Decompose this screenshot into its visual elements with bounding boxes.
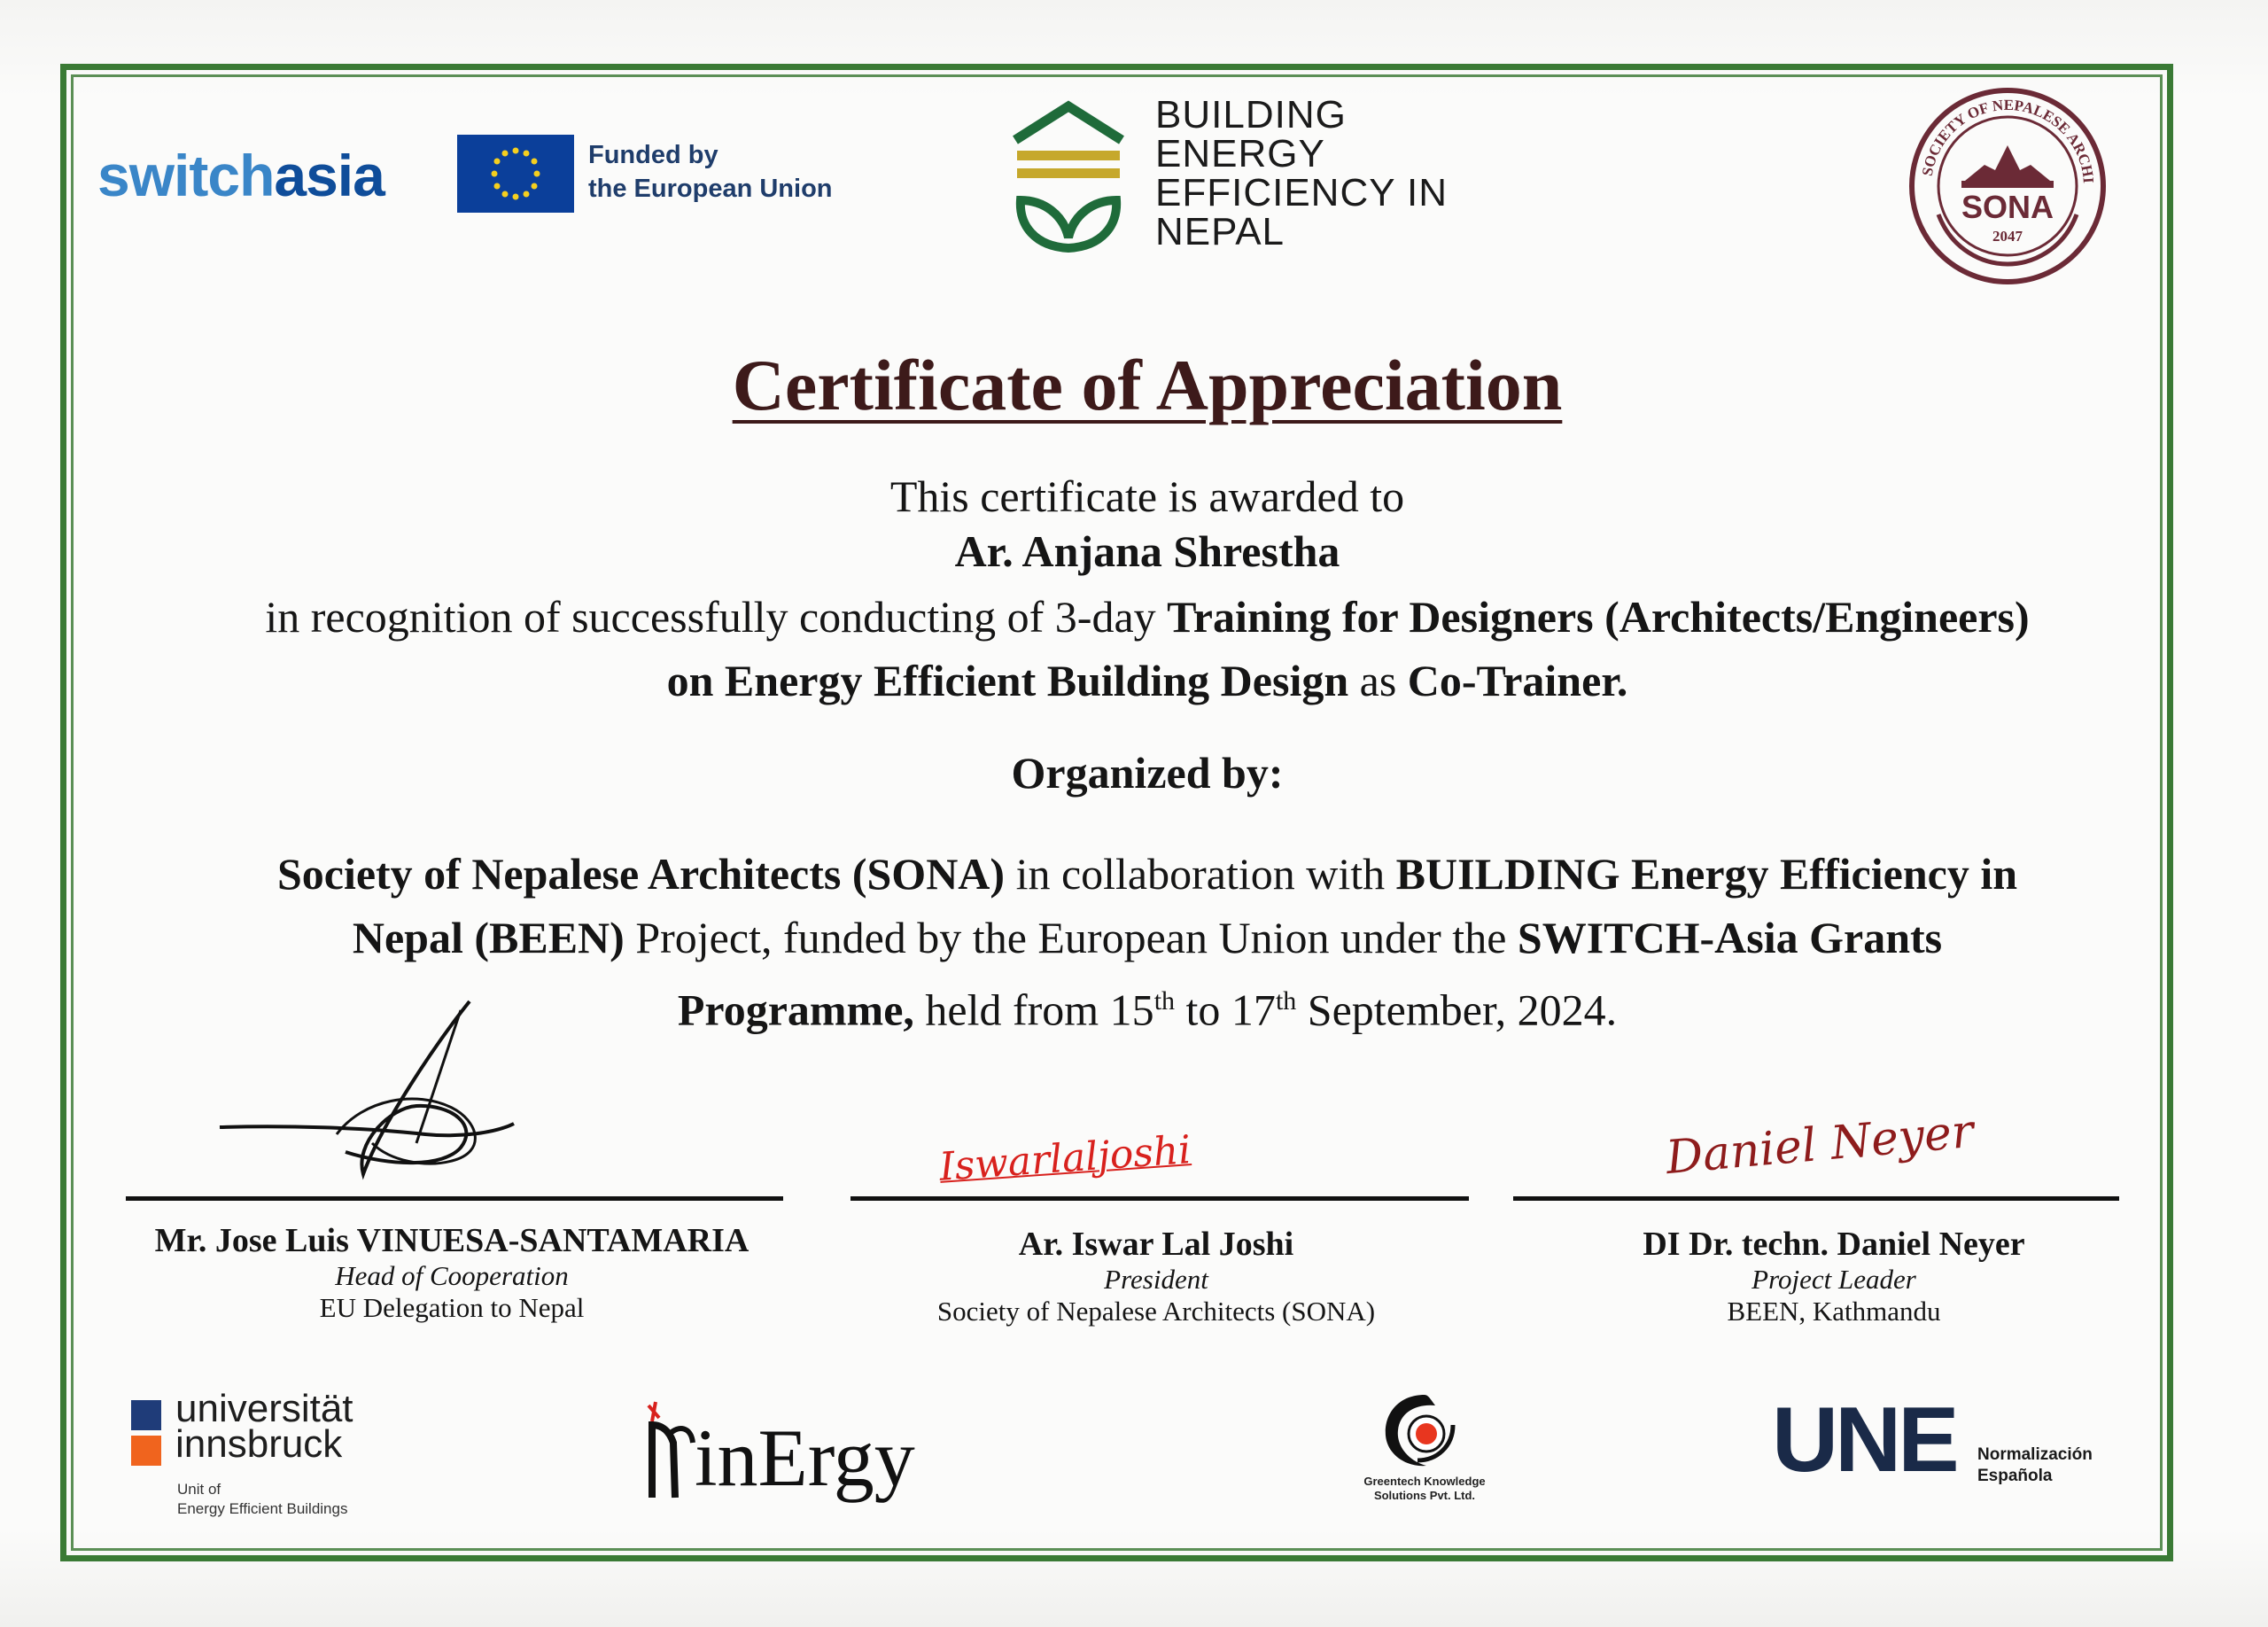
- signature-neyer: Daniel Neyer: [1664, 1104, 1976, 1186]
- been-line-2: ENERGY: [1155, 132, 1325, 175]
- certificate-title: Certificate of Appreciation: [732, 345, 1563, 425]
- signatory-1-org: EU Delegation to Nepal: [319, 1292, 585, 1323]
- uibk-logo-text: [175, 1387, 353, 1466]
- minergy-m-icon: [643, 1398, 696, 1505]
- ordinal-1: th: [1153, 986, 1176, 1016]
- signature-vinuesa: [213, 993, 532, 1196]
- signature-joshi: Iswarlaljoshi: [937, 1127, 1192, 1190]
- recognition-as: as: [1359, 656, 1397, 705]
- organizer-collab: in collaboration with: [1015, 849, 1386, 899]
- switchasia-text-part1: switch: [97, 143, 275, 208]
- signatory-3-name: DI Dr. techn. Daniel Neyer: [1643, 1226, 2025, 1263]
- switchasia-logo: [97, 142, 384, 209]
- une-sub-2: Española: [1977, 1467, 2053, 1485]
- organizer-line-2: [0, 911, 2268, 964]
- signatory-3-role: Project Leader: [1751, 1264, 1916, 1295]
- recognition-line-2: [0, 654, 2268, 707]
- organizer-been-1: BUILDING Energy Efficiency in: [1395, 849, 2018, 899]
- uibk-line-2: innsbruck: [175, 1422, 343, 1466]
- une-subtitle: [1977, 1444, 2093, 1487]
- signatory-3: [1497, 1225, 2171, 1327]
- organizer-line-1: [0, 847, 2268, 900]
- uibk-line-1: universität: [175, 1387, 353, 1430]
- uibk-subtitle: [177, 1480, 347, 1519]
- signatory-1-role: Head of Cooperation: [335, 1260, 569, 1291]
- signatory-1: [89, 1221, 815, 1324]
- organizer-dates-2: to 17: [1185, 985, 1276, 1035]
- been-logo-text: [1155, 93, 1449, 253]
- signature-line-3: [1513, 1196, 2119, 1201]
- ordinal-2: th: [1275, 986, 1297, 1016]
- uibk-square-orange-icon: [131, 1436, 161, 1466]
- been-house-icon: [1008, 96, 1129, 257]
- organizer-switch: SWITCH-Asia Grants: [1517, 913, 1943, 962]
- signatory-2-role: President: [1104, 1264, 1208, 1295]
- organizer-been-2: Nepal (BEEN): [352, 913, 625, 962]
- organizer-dates-3: September, 2024.: [1307, 985, 1618, 1035]
- greentech-line-1: Greentech Knowledge: [1363, 1475, 1486, 1488]
- signatory-2-org: Society of Nepalese Architects (SONA): [936, 1296, 1376, 1327]
- switchasia-text-part2: asia: [274, 143, 384, 208]
- recipient-name: Ar. Anjana Shrestha: [954, 526, 1340, 576]
- uibk-square-blue-icon: [131, 1400, 161, 1430]
- signatory-2: [815, 1225, 1497, 1327]
- funded-by-eu-label: [588, 138, 833, 206]
- sona-seal-year: 2047: [1992, 228, 2023, 245]
- funded-line-1: Funded by: [588, 141, 718, 169]
- uibk-sub-2: Energy Efficient Buildings: [177, 1500, 348, 1517]
- greentech-logo-text: [1354, 1475, 1495, 1503]
- recognition-line-1: [0, 590, 2268, 643]
- been-line-1: BUILDING: [1155, 93, 1347, 136]
- greentech-logo-icon: [1371, 1388, 1478, 1473]
- recognition-training: Training for Designers (Architects/Engineers): [1167, 592, 2030, 642]
- recognition-role: Co-Trainer.: [1407, 656, 1628, 705]
- organizer-dates-1: held from 15: [925, 985, 1154, 1035]
- eu-flag-icon: [457, 135, 574, 213]
- funded-line-2: the European Union: [588, 175, 833, 203]
- signatory-1-name: Mr. Jose Luis VINUESA-SANTAMARIA: [154, 1222, 750, 1259]
- signatory-2-name: Ar. Iswar Lal Joshi: [1018, 1226, 1294, 1263]
- awarded-to-text: This certificate is awarded to: [889, 471, 1405, 521]
- been-line-3: EFFICIENCY IN: [1155, 171, 1449, 214]
- organizer-programme: Programme,: [677, 985, 914, 1035]
- organizer-sona: Society of Nepalese Architects (SONA): [276, 849, 1006, 899]
- minergy-logo-text: inErgy: [695, 1413, 915, 1503]
- uibk-sub-1: Unit of: [177, 1481, 221, 1498]
- organized-by-heading: Organized by:: [1011, 748, 1284, 798]
- signature-line-1: [126, 1196, 783, 1201]
- une-logo-text: UNE: [1772, 1389, 1956, 1491]
- organizer-funded: Project, funded by the European Union under the: [635, 913, 1507, 962]
- greentech-line-2: Solutions Pvt. Ltd.: [1373, 1489, 1476, 1502]
- recognition-prefix: in recognition of successfully conducting of 3-day: [265, 592, 1156, 642]
- sona-seal-name: SONA: [1961, 189, 2054, 225]
- recognition-topic: on Energy Efficient Building Design: [666, 656, 1349, 705]
- sona-seal-icon: [1903, 82, 2112, 291]
- signature-line-2: [850, 1196, 1469, 1201]
- sona-seal-ring-text: SOCIETY OF NEPALESE ARCHI: [1918, 96, 2097, 184]
- signatory-3-org: BEEN, Kathmandu: [1727, 1296, 1941, 1327]
- une-sub-1: Normalización: [1977, 1445, 2093, 1464]
- been-line-4: NEPAL: [1155, 210, 1285, 253]
- border-inner: [71, 74, 2163, 1551]
